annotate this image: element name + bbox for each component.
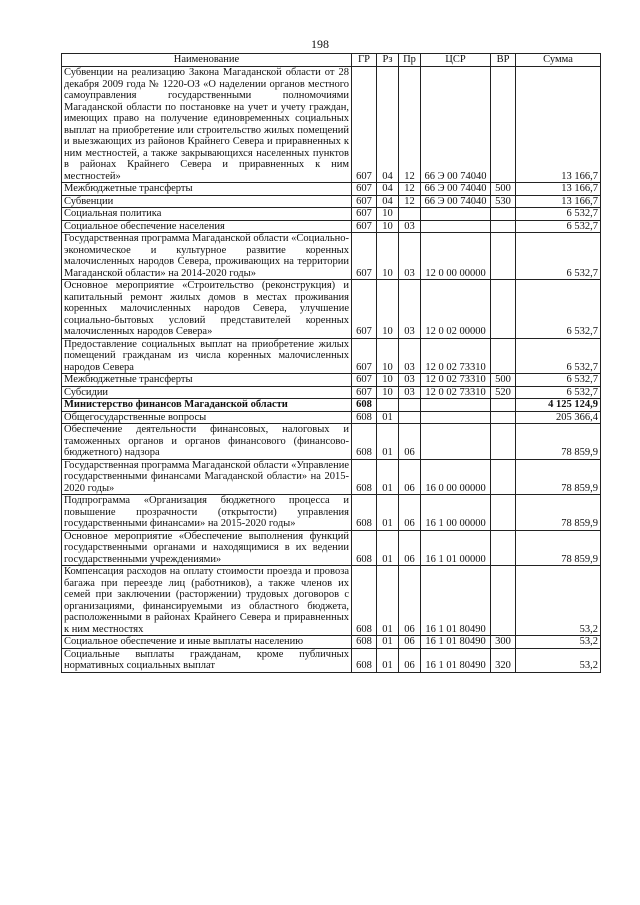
cell-pr: 03 (399, 280, 421, 339)
cell-gr: 607 (352, 195, 377, 208)
table-row (62, 386, 601, 399)
cell-gr: 608 (352, 530, 377, 566)
table-row (62, 338, 601, 374)
cell-csr: 12 0 02 00000 (421, 280, 491, 339)
cell-gr: 607 (352, 67, 377, 183)
cell-rz: 01 (377, 495, 399, 531)
cell-csr (421, 424, 491, 460)
cell-pr: 06 (399, 530, 421, 566)
cell-sum: 6 532,7 (516, 338, 601, 374)
cell-csr: 12 0 02 73310 (421, 374, 491, 387)
cell-csr: 12 0 00 00000 (421, 233, 491, 280)
cell-pr: 12 (399, 183, 421, 196)
cell-pr: 03 (399, 374, 421, 387)
cell-vr (491, 530, 516, 566)
cell-rz: 01 (377, 566, 399, 636)
cell-name: Министерство финансов Магаданской области (62, 399, 352, 412)
cell-name: Государственная программа Магаданской области «Социально-экономическое и культурное развитие коренных малочисленных народов Севера, проживающих на территории Магаданской области» на 2014-2020 годы» (62, 233, 352, 280)
cell-gr: 607 (352, 386, 377, 399)
table-row (62, 566, 601, 636)
cell-sum: 13 166,7 (516, 195, 601, 208)
cell-gr: 608 (352, 495, 377, 531)
cell-sum: 78 859,9 (516, 459, 601, 495)
cell-rz: 10 (377, 220, 399, 233)
cell-sum: 13 166,7 (516, 67, 601, 183)
cell-gr: 608 (352, 648, 377, 672)
cell-gr: 608 (352, 459, 377, 495)
cell-gr: 607 (352, 280, 377, 339)
col-header-name: Наименование (62, 54, 352, 67)
cell-gr: 607 (352, 183, 377, 196)
cell-vr (491, 220, 516, 233)
cell-rz: 10 (377, 208, 399, 221)
col-header-csr: ЦСР (421, 54, 491, 67)
table-row (62, 636, 601, 649)
cell-rz: 01 (377, 411, 399, 424)
cell-csr: 16 1 00 00000 (421, 495, 491, 531)
cell-gr: 607 (352, 208, 377, 221)
table-row (62, 220, 601, 233)
cell-name: Социальное обеспечение и иные выплаты населению (62, 636, 352, 649)
cell-pr: 03 (399, 233, 421, 280)
table-row (62, 530, 601, 566)
cell-sum: 78 859,9 (516, 424, 601, 460)
cell-pr (399, 208, 421, 221)
cell-csr: 66 Э 00 74040 (421, 183, 491, 196)
cell-gr: 608 (352, 411, 377, 424)
table-row (62, 183, 601, 196)
cell-pr: 12 (399, 67, 421, 183)
cell-rz: 10 (377, 233, 399, 280)
cell-rz: 01 (377, 636, 399, 649)
cell-csr: 16 1 01 80490 (421, 636, 491, 649)
cell-name: Социальные выплаты гражданам, кроме публичных нормативных социальных выплат (62, 648, 352, 672)
cell-vr (491, 495, 516, 531)
cell-pr: 03 (399, 386, 421, 399)
cell-vr (491, 233, 516, 280)
cell-csr (421, 411, 491, 424)
cell-csr: 16 1 01 80490 (421, 566, 491, 636)
cell-sum: 53,2 (516, 566, 601, 636)
cell-name: Государственная программа Магаданской области «Управление государственными финансами Магаданской области» на 2015-2020 годы» (62, 459, 352, 495)
cell-vr (491, 280, 516, 339)
cell-sum: 6 532,7 (516, 386, 601, 399)
cell-pr: 03 (399, 338, 421, 374)
cell-pr: 03 (399, 220, 421, 233)
cell-gr: 608 (352, 566, 377, 636)
cell-rz: 01 (377, 459, 399, 495)
cell-pr: 06 (399, 636, 421, 649)
table-row (62, 67, 601, 183)
cell-vr (491, 338, 516, 374)
table-row (62, 459, 601, 495)
cell-name: Обеспечение деятельности финансовых, налоговых и таможенных органов и органов финансового (финансово-бюджетного) надзора (62, 424, 352, 460)
cell-name: Социальная политика (62, 208, 352, 221)
cell-sum: 6 532,7 (516, 233, 601, 280)
cell-pr: 06 (399, 566, 421, 636)
col-header-vr: ВР (491, 54, 516, 67)
cell-gr: 608 (352, 399, 377, 412)
cell-gr: 607 (352, 338, 377, 374)
cell-gr: 608 (352, 424, 377, 460)
table-row (62, 424, 601, 460)
cell-vr (491, 566, 516, 636)
cell-rz: 10 (377, 374, 399, 387)
cell-sum: 53,2 (516, 636, 601, 649)
cell-vr (491, 424, 516, 460)
cell-csr (421, 220, 491, 233)
cell-vr (491, 459, 516, 495)
cell-pr: 12 (399, 195, 421, 208)
cell-vr: 520 (491, 386, 516, 399)
cell-rz: 01 (377, 530, 399, 566)
cell-sum: 4 125 124,9 (516, 399, 601, 412)
cell-vr: 530 (491, 195, 516, 208)
cell-name: Межбюджетные трансферты (62, 183, 352, 196)
cell-vr: 320 (491, 648, 516, 672)
cell-name: Общегосударственные вопросы (62, 411, 352, 424)
cell-name: Межбюджетные трансферты (62, 374, 352, 387)
table-row (62, 411, 601, 424)
cell-csr: 16 1 01 00000 (421, 530, 491, 566)
cell-rz: 10 (377, 338, 399, 374)
cell-csr: 66 Э 00 74040 (421, 67, 491, 183)
col-header-pr: Пр (399, 54, 421, 67)
cell-name: Компенсация расходов на оплату стоимости проезда и провоза багажа при переезде лиц (работников), а также членов их семей при заключении (расторжении) трудовых договоров с организациями, финансируемыми из областного бюджета, расположенными в районах Крайнего Севера и приравненных к ним местностях (62, 566, 352, 636)
cell-pr: 06 (399, 424, 421, 460)
budget-table (61, 53, 601, 673)
table-body (62, 67, 601, 673)
cell-pr: 06 (399, 459, 421, 495)
cell-vr (491, 399, 516, 412)
cell-pr (399, 399, 421, 412)
cell-vr (491, 208, 516, 221)
table-row (62, 374, 601, 387)
cell-name: Основное мероприятие «Строительство (реконструкция) и капитальный ремонт жилых домов в местах проживания коренных малочисленных народов Севера, улучшение социально-бытовых условий представителей коренных малочисленных народов Севера» (62, 280, 352, 339)
cell-rz: 10 (377, 280, 399, 339)
cell-csr: 12 0 02 73310 (421, 386, 491, 399)
cell-pr (399, 411, 421, 424)
cell-gr: 607 (352, 233, 377, 280)
table-row (62, 195, 601, 208)
cell-rz: 04 (377, 67, 399, 183)
col-header-gr: ГР (352, 54, 377, 67)
cell-csr (421, 399, 491, 412)
cell-name: Субвенции на реализацию Закона Магаданской области от 28 декабря 2009 года № 1220-ОЗ «О наделении органов местного самоуправления государственными полномочиями Магаданской области по постановке на учет и учету граждан, имеющих право на получение единовременных социальных выплат на приобретение или строительство жилых помещений и выезжающих из районов Крайнего Севера и приравненных к ним местностей, а также закрывающихся населенных пунктов в районах Крайнего Севера и приравненных к ним местностей» (62, 67, 352, 183)
cell-name: Подпрограмма «Организация бюджетного процесса и повышение прозрачности (открытости) управления государственными финансами» на 2015-2020 годы» (62, 495, 352, 531)
cell-csr: 16 1 01 80490 (421, 648, 491, 672)
cell-name: Субвенции (62, 195, 352, 208)
table-row (62, 208, 601, 221)
table-row (62, 233, 601, 280)
cell-sum: 53,2 (516, 648, 601, 672)
cell-vr: 500 (491, 183, 516, 196)
cell-gr: 607 (352, 220, 377, 233)
cell-rz: 01 (377, 648, 399, 672)
cell-name: Предоставление социальных выплат на приобретение жилых помещений гражданам из числа коренных малочисленных народов Севера (62, 338, 352, 374)
table-row (62, 495, 601, 531)
cell-rz (377, 399, 399, 412)
cell-sum: 6 532,7 (516, 374, 601, 387)
cell-rz: 01 (377, 424, 399, 460)
page-number: 198 (311, 37, 329, 51)
cell-rz: 04 (377, 183, 399, 196)
cell-name: Субсидии (62, 386, 352, 399)
cell-csr: 66 Э 00 74040 (421, 195, 491, 208)
cell-name: Социальное обеспечение населения (62, 220, 352, 233)
cell-sum: 205 366,4 (516, 411, 601, 424)
cell-csr (421, 208, 491, 221)
header-row (62, 54, 601, 67)
col-header-rz: Рз (377, 54, 399, 67)
cell-vr: 300 (491, 636, 516, 649)
cell-csr: 16 0 00 00000 (421, 459, 491, 495)
cell-vr (491, 67, 516, 183)
cell-sum: 13 166,7 (516, 183, 601, 196)
cell-gr: 608 (352, 636, 377, 649)
cell-sum: 6 532,7 (516, 280, 601, 339)
table-row (62, 648, 601, 672)
cell-name: Основное мероприятие «Обеспечение выполнения функций государственными органами и находящимися в их ведении государственными учреждениями» (62, 530, 352, 566)
cell-vr: 500 (491, 374, 516, 387)
table-row (62, 399, 601, 412)
cell-sum: 78 859,9 (516, 495, 601, 531)
cell-csr: 12 0 02 73310 (421, 338, 491, 374)
cell-pr: 06 (399, 648, 421, 672)
col-header-sum: Сумма (516, 54, 601, 67)
cell-sum: 6 532,7 (516, 220, 601, 233)
cell-vr (491, 411, 516, 424)
cell-sum: 6 532,7 (516, 208, 601, 221)
cell-gr: 607 (352, 374, 377, 387)
cell-rz: 04 (377, 195, 399, 208)
cell-sum: 78 859,9 (516, 530, 601, 566)
cell-pr: 06 (399, 495, 421, 531)
table-row (62, 280, 601, 339)
cell-rz: 10 (377, 386, 399, 399)
